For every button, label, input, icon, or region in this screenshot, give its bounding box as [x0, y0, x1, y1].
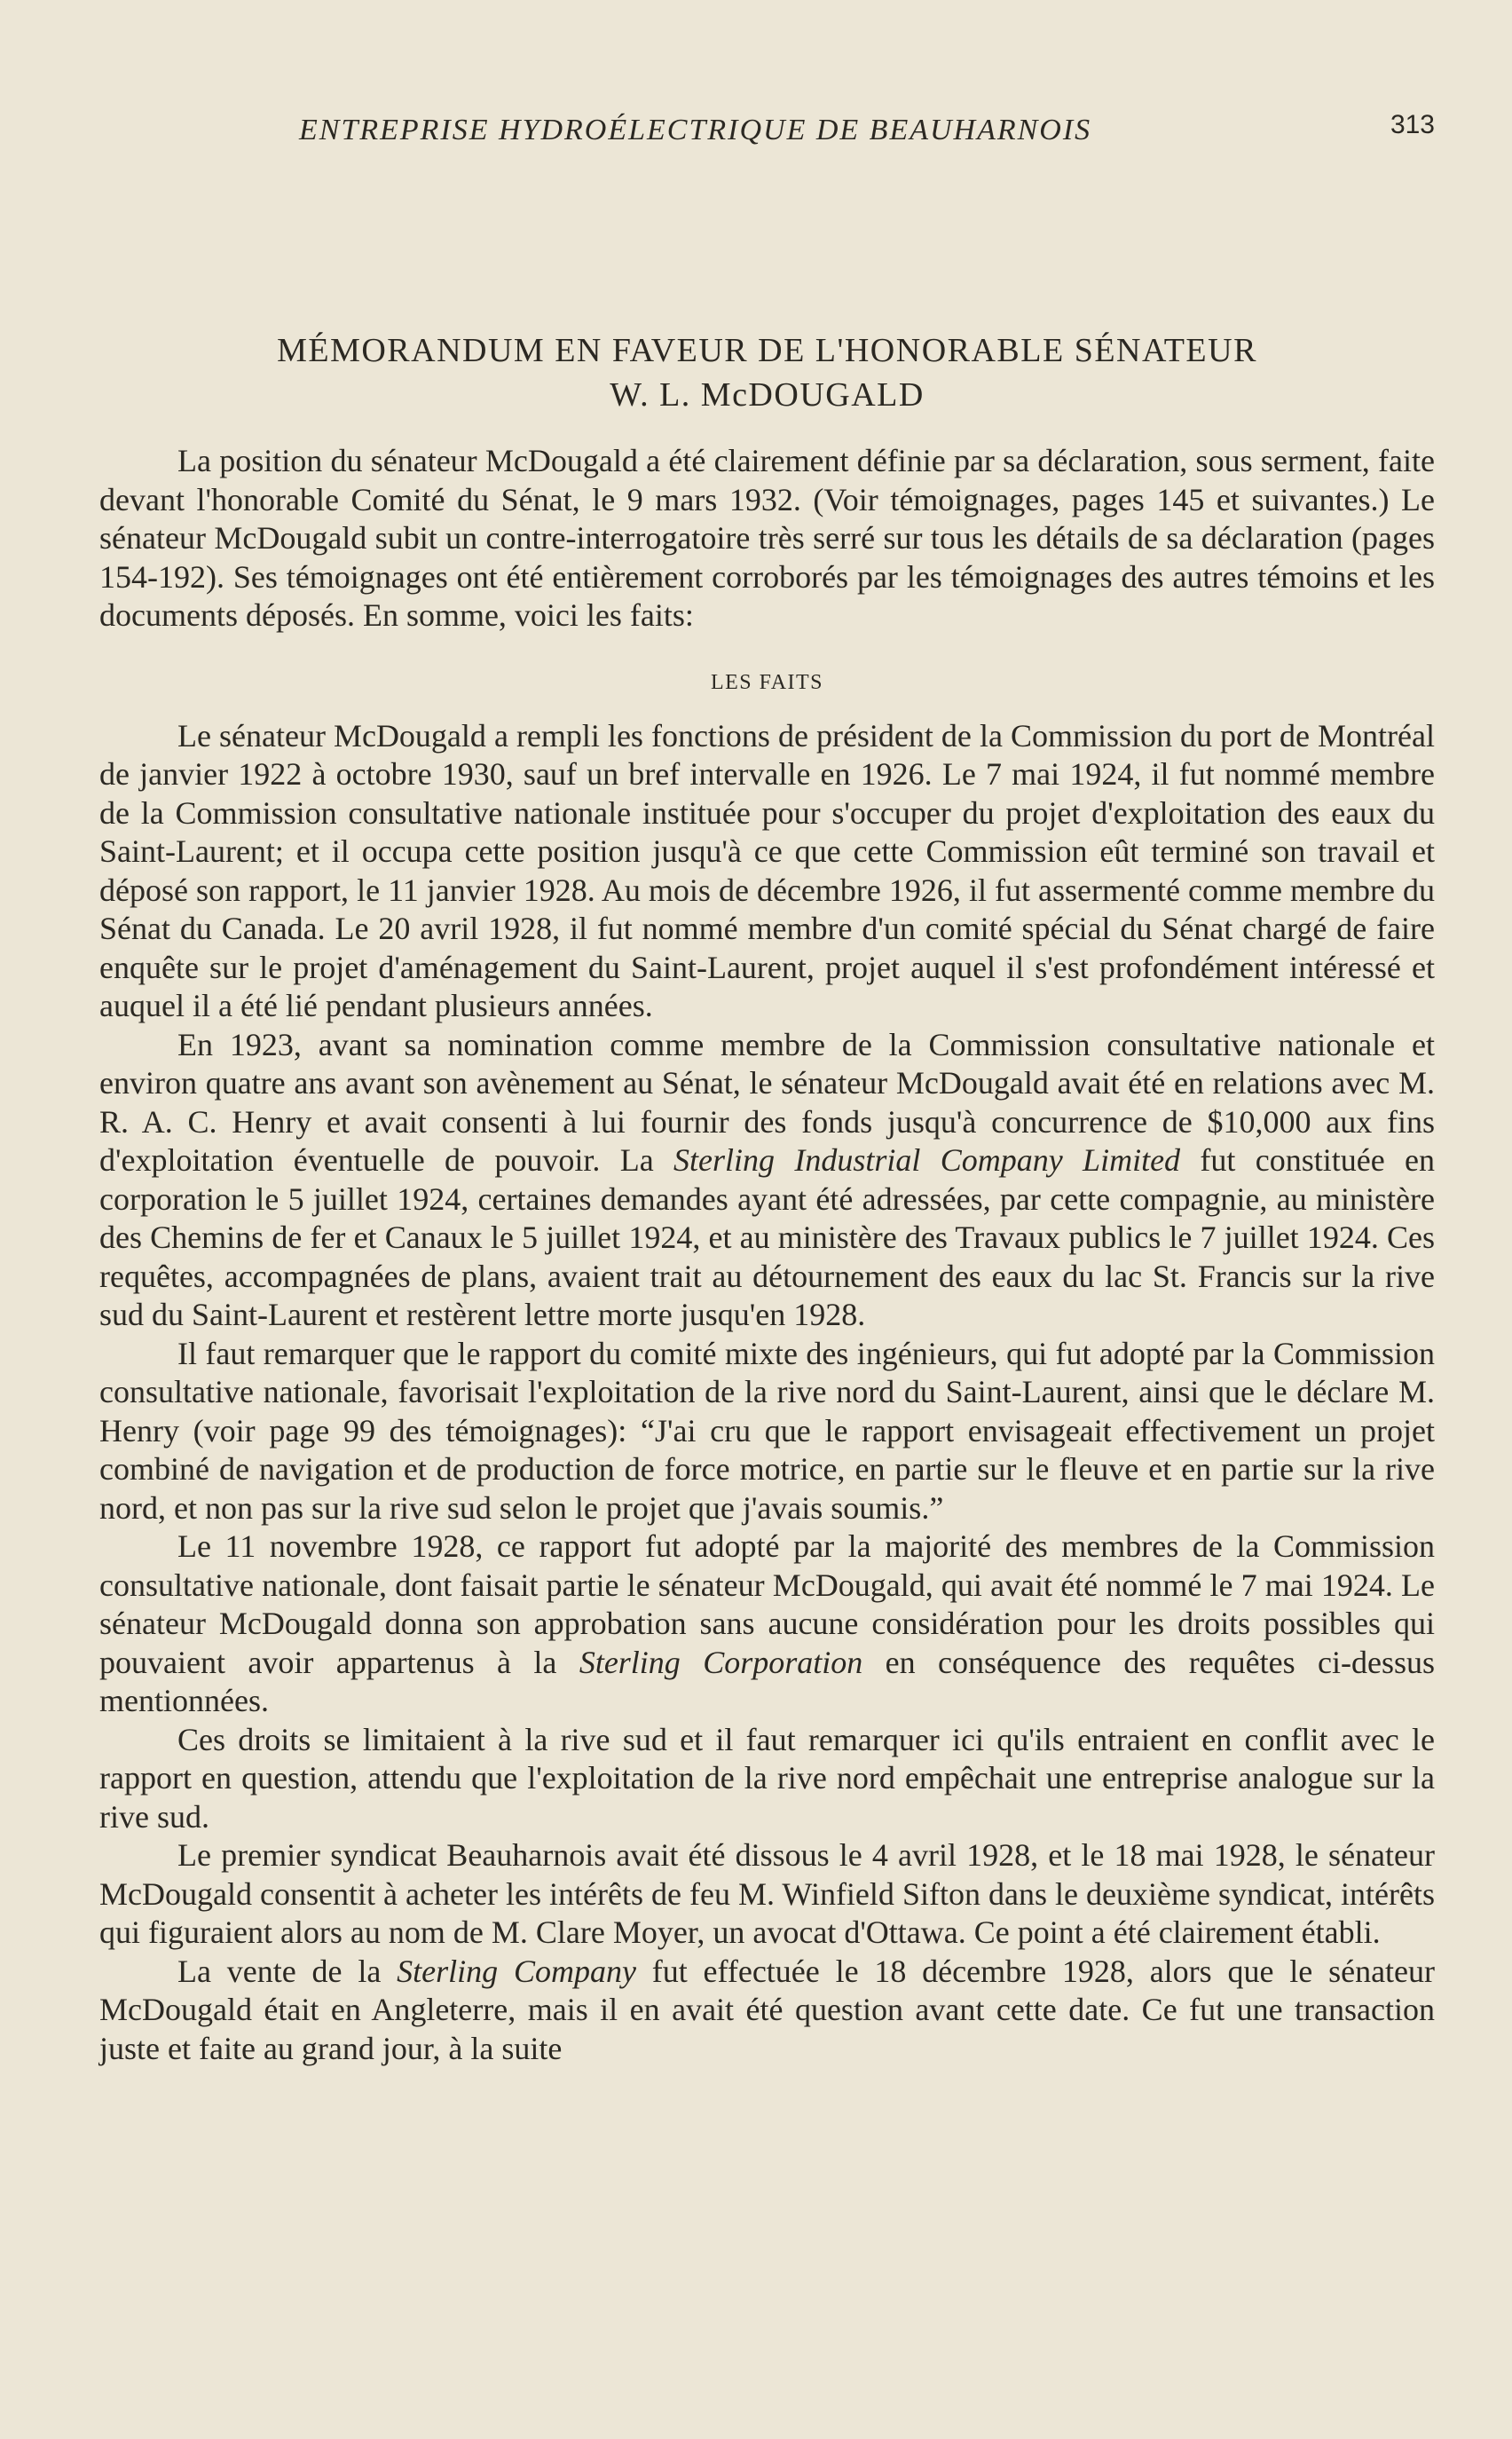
- memorandum-title: [99, 328, 1435, 417]
- intro-paragraph: La position du sénateur McDougald a été clairement définie par sa déclaration, sous serment, faite devant l'honorable Comité du Sénat, le 9 mars 1932. (Voir témoignages, pages 145 et suivantes.) Le sénateur McDougald subit un contre-interrogatoire très serré sur tous les détails de sa déclaration (pages 154-192). Ses témoignages ont été entièrement corroborés par les témoignages des autres témoins et les documents déposés. En somme, voici les faits:: [99, 443, 1435, 633]
- paragraph-2: [99, 1026, 1435, 1335]
- paragraph-5: Ces droits se limitaient à la rive sud et il faut remarquer ici qu'ils entraient en conflit avec le rapport en question, attendu que l'exploitation de la rive nord empêchait une entreprise analogue sur la rive sud.: [99, 1721, 1435, 1835]
- paragraph-7-italic: Sterling Company: [397, 1953, 636, 1989]
- body-text: [99, 442, 1435, 2068]
- paragraph-4-part-1: Le 11 novembre 1928, ce rapport fut adopté par la majorité des membres de la Commission consultative nationale, dont faisait partie le sénateur McDougald, qui avait été nommé le 7 mai 1924. Le sénateur McDougald donna son approbation sans aucune considération pour les droits possibles qui pouvaient avoir appartenus à la: [99, 1528, 1435, 1680]
- paragraph-4-part-2: en conséquence des requêtes ci-dessus mentionnées.: [99, 1644, 1436, 1718]
- paragraph-6: Le premier syndicat Beauharnois avait été dissous le 4 avril 1928, et le 18 mai 1928, le sénateur McDougald consentit à acheter les intérêts de feu M. Winfield Sifton dans le deuxième syndicat, intérêts qui figuraient alors au nom de M. Clare Moyer, un avocat d'Ottawa. Ce point a été clairement établi.: [99, 1837, 1435, 1950]
- paragraph-7: [99, 1953, 1435, 2069]
- paragraph-2-part-2: fut constituée en corporation le 5 juillet 1924, certaines demandes ayant été adressées, par cette compagnie, au ministère des Chemins de fer et Canaux le 5 juillet 1924, et au ministère des Travaux publics le 7 juillet 1924. Ces requêtes, accompagnées de plans, avaient trait au détournement des eaux du lac St. Francis sur la rive sud du Saint-Laurent et restèrent lettre morte jusqu'en 1928.: [99, 1142, 1436, 1332]
- paragraph-4: [99, 1527, 1435, 1721]
- document-page: [99, 98, 1435, 2068]
- memorandum-title-line-2: W. L. McDOUGALD: [610, 376, 925, 414]
- running-head-title: ENTREPRISE HYDROÉLECTRIQUE DE BEAUHARNOIS: [299, 114, 1092, 146]
- section-heading: LES FAITS: [710, 670, 824, 694]
- paragraph-1: Le sénateur McDougald a rempli les fonctions de président de la Commission du port de Montréal de janvier 1922 à octobre 1930, sauf un bref intervalle en 1926. Le 7 mai 1924, il fut nommé membre de la Commission consultative nationale instituée pour s'occuper du projet d'exploitation des eaux du Saint-Laurent; et il occupa cette position jusqu'à ce que cette Commission eût terminé son travail et déposé son rapport, le 11 janvier 1928. Au mois de décembre 1926, il fut assermenté comme membre du Sénat du Canada. Le 20 avril 1928, il fut nommé membre d'un comité spécial du Sénat chargé de faire enquête sur le projet d'aménagement du Saint-Laurent, projet auquel il s'est profondément intéressé et auquel il a été lié pendant plusieurs années.: [99, 717, 1435, 1023]
- page-number: 313: [1390, 110, 1435, 139]
- running-head: [99, 98, 1435, 151]
- memorandum-title-line-1: MÉMORANDUM EN FAVEUR DE L'HONORABLE SÉNATEUR: [277, 332, 1257, 369]
- paragraph-7-part-2: fut effectuée le 18 décembre 1928, alors que le sénateur McDougald était en Angleterre, mais il en avait été question avant cette date. Ce fut une transaction juste et faite au grand jour, à la suite: [99, 1953, 1436, 2066]
- paragraph-3: Il faut remarquer que le rapport du comité mixte des ingénieurs, qui fut adopté par la Commission consultative nationale, favorisait l'exploitation de la rive nord du Saint-Laurent, ainsi que le déclare M. Henry (voir page 99 des témoignages): “J'ai cru que le rapport envisageait effectivement un projet combiné de navigation et de production de force motrice, en partie sur le fleuve et en partie sur la rive nord, et non pas sur la rive sud selon le projet que j'avais soumis.”: [99, 1335, 1435, 1526]
- paragraph-7-part-1: La vente de la: [177, 1953, 398, 1989]
- paragraph-2-part-1: En 1923, avant sa nomination comme membre de la Commission consultative nationale et environ quatre ans avant son avènement au Sénat, le sénateur McDougald avait été en relations avec M. R. A. C. Henry et avait consenti à lui fournir des fonds jusqu'à concurrence de $10,000 aux fins d'exploitation éventuelle de pouvoir. La: [99, 1026, 1435, 1178]
- paragraph-2-italic: Sterling Industrial Company Limited: [673, 1142, 1181, 1178]
- paragraph-4-italic: Sterling Corporation: [579, 1644, 863, 1680]
